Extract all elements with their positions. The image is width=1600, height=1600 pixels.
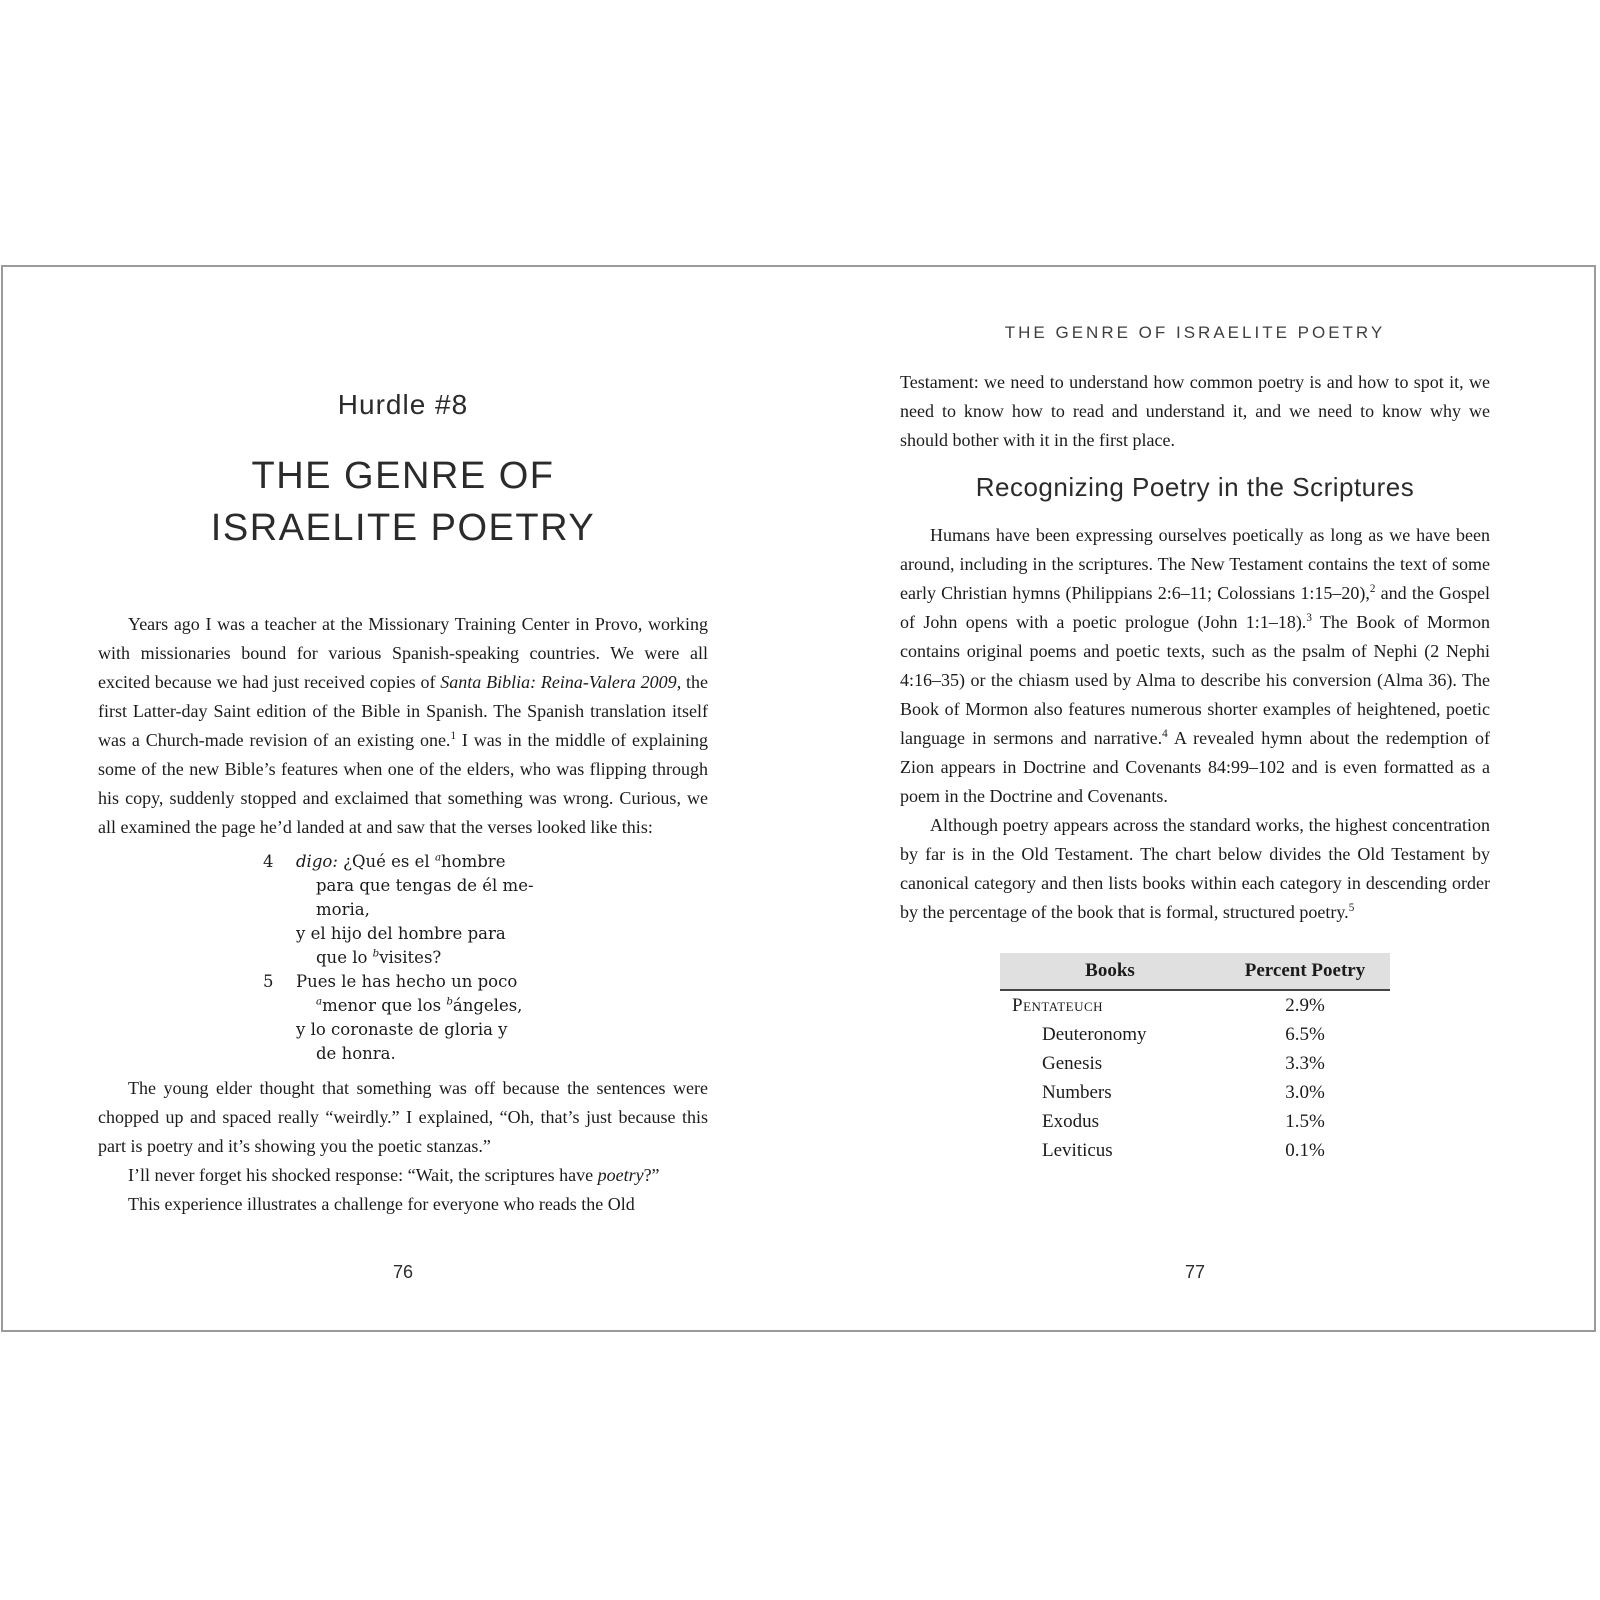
verse-number: 5 bbox=[263, 972, 274, 991]
table-row bbox=[1000, 1136, 1390, 1165]
left-page bbox=[98, 388, 708, 1282]
verse-line: $^a$menor que los $^b$ángeles, bbox=[316, 996, 523, 1015]
verse-line: y lo coronaste de gloria y bbox=[296, 1020, 508, 1039]
paragraph-group bbox=[98, 610, 708, 842]
page-number-right: 77 bbox=[1184, 1262, 1206, 1282]
table-header-row bbox=[1000, 953, 1390, 990]
book-name: Numbers bbox=[1042, 1081, 1112, 1103]
paragraph: I’ll never forget his shocked response: “Wait, the scriptures have poetry?” bbox=[128, 1165, 660, 1185]
left-page-body bbox=[98, 610, 708, 1219]
paragraph-group bbox=[900, 368, 1490, 455]
chapter-label: Hurdle #8 bbox=[337, 389, 469, 420]
chapter-title bbox=[98, 450, 708, 554]
table-row bbox=[1000, 1049, 1390, 1078]
chapter-title-line-1: THE GENRE OF bbox=[251, 455, 555, 497]
paragraph: The young elder thought that something was off because the sentences were chopped up and spaced really “weirdly.” I explained, “Oh, that’s just because this part is poetry and it’s showing you the poetic stanzas.” bbox=[98, 1078, 708, 1156]
verse-line: y el hijo del hombre para bbox=[296, 924, 506, 943]
table-head bbox=[1000, 953, 1390, 990]
percent-poetry-value: 0.1% bbox=[1285, 1139, 1325, 1161]
paragraph: Humans have been expressing ourselves poetically as long as we have been around, including in the scriptures. The New Testament contains the text of some early Christian hymns (Philippians 2:6–11; Colossians 1:15–20),$^2$ and the Gospel of John opens with a poetic prologue (John 1:1–18).$^3$ The Book of Mormon contains original poems and poetic texts, such as the psalm of Nephi (2 Nephi 4:16–35) or the chiasm used by Alma to describe his conversion (Alma 36). The Book of Mormon also features numerous shorter examples of heightened, poetic language in sermons and narrative.$^4$ A revealed hymn about the redemption of Zion appears in Doctrine and Covenants 84:99–102 and is even formatted as a poem in the Doctrine and Covenants. bbox=[900, 525, 1490, 806]
paragraph: Although poetry appears across the standard works, the highest concentration by far is in the Old Testament. The chart below divides the Old Testament by canonical category and then lists books within each category in descending order by the percentage of the book that is formal, structured poetry.$^5$ bbox=[900, 815, 1490, 922]
paragraph: Testament: we need to understand how common poetry is and how to spot it, we need to know how to read and understand it, and we need to know why we should bother with it in the first place. bbox=[900, 372, 1490, 450]
right-page bbox=[900, 322, 1490, 1282]
verse-number: 4 bbox=[263, 852, 274, 871]
verse-line: 5 Pues le has hecho un poco bbox=[263, 970, 548, 994]
column-header-books: Books bbox=[1000, 953, 1220, 990]
chapter-title-line-2: ISRAELITE POETRY bbox=[210, 507, 596, 549]
verse-line: moria, bbox=[316, 900, 370, 919]
page-number-left: 76 bbox=[392, 1262, 414, 1282]
percent-poetry-value: 1.5% bbox=[1285, 1110, 1325, 1132]
verse-line: que lo $^b$visites? bbox=[316, 948, 442, 967]
verse-line: para que tengas de él me- bbox=[316, 876, 534, 895]
column-header-percent-poetry: Percent Poetry bbox=[1220, 953, 1390, 990]
table-row bbox=[1000, 1107, 1390, 1136]
verse-block bbox=[263, 850, 548, 1066]
paragraph-group bbox=[900, 521, 1490, 927]
verse-line: 4 digo: ¿Qué es el $^a$hombre bbox=[263, 850, 548, 874]
table-row bbox=[1000, 1078, 1390, 1107]
section-heading: Recognizing Poetry in the Scriptures bbox=[975, 472, 1415, 502]
percent-poetry-value: 3.3% bbox=[1285, 1052, 1325, 1074]
book-name: Genesis bbox=[1042, 1052, 1103, 1074]
verse-line: de honra. bbox=[316, 1044, 396, 1063]
book-name: Deuteronomy bbox=[1042, 1023, 1147, 1045]
paragraph: Years ago I was a teacher at the Missionary Training Center in Provo, working with missionaries bound for various Spanish-speaking countries. We were all excited because we had just received copies of Santa Biblia: Reina-Valera 2009, the first Latter-day Saint edition of the Bible in Spanish. The Spanish translation itself was a Church-made revision of an existing one.$^1$ I was in the middle of explaining some of the new Bible’s features when one of the elders, who was flipping through his copy, suddenly stopped and exclaimed that something was wrong. Curious, we all examined the page he’d landed at and saw that the verses looked like this: bbox=[98, 614, 708, 837]
book-name: Exodus bbox=[1042, 1110, 1099, 1132]
paragraph: This experience illustrates a challenge for everyone who reads the Old bbox=[128, 1194, 635, 1214]
percent-poetry-value: 2.9% bbox=[1285, 994, 1325, 1016]
paragraph-group bbox=[98, 1074, 708, 1219]
table-body bbox=[1000, 990, 1390, 1165]
percent-poetry-value: 6.5% bbox=[1285, 1023, 1325, 1045]
book-name: Pentateuch bbox=[1012, 994, 1104, 1016]
right-page-body bbox=[900, 368, 1490, 1165]
poetry-percentage-table bbox=[1000, 953, 1390, 1165]
table-row bbox=[1000, 1020, 1390, 1049]
table-row bbox=[1000, 990, 1390, 1020]
percent-poetry-value: 3.0% bbox=[1285, 1081, 1325, 1103]
running-head: THE GENRE OF ISRAELITE POETRY bbox=[1004, 323, 1386, 342]
book-name: Leviticus bbox=[1042, 1139, 1113, 1161]
